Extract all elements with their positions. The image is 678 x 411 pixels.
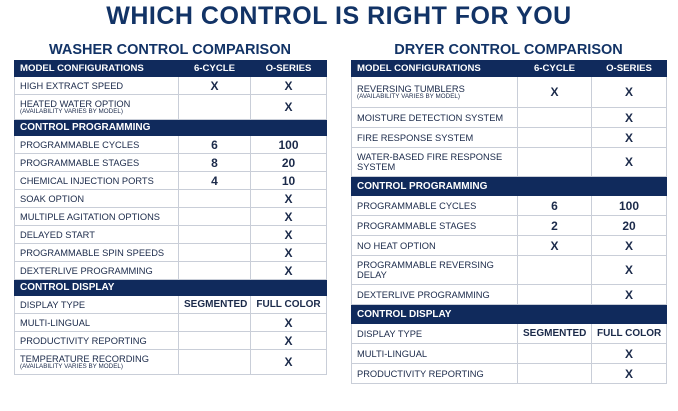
cell-o-series: X <box>592 108 667 128</box>
row-label-line2: DELAY <box>357 270 387 280</box>
cell-o-series: FULL COLOR <box>251 296 327 314</box>
row-label-cell <box>15 350 179 375</box>
table-row <box>15 154 327 172</box>
row-label: MULTIPLE AGITATION OPTIONS <box>15 208 179 226</box>
section-header <box>15 120 327 136</box>
cell-o-series: 10 <box>251 172 327 190</box>
cell-6-cycle <box>179 262 251 280</box>
row-label: HEATED WATER OPTION <box>20 99 131 109</box>
cell-o-series: 100 <box>592 196 667 216</box>
dryer-title: DRYER CONTROL COMPARISON <box>394 42 623 58</box>
table-row <box>15 226 327 244</box>
table-row <box>15 296 327 314</box>
cell-o-series: X <box>251 208 327 226</box>
table-row <box>15 262 327 280</box>
washer-panel <box>14 40 326 375</box>
cell-6-cycle: 6 <box>518 196 592 216</box>
row-label: MULTI-LINGUAL <box>352 344 518 364</box>
cell-6-cycle <box>179 226 251 244</box>
row-label: TEMPERATURE RECORDING <box>20 354 149 364</box>
section-header <box>352 305 667 324</box>
cell-o-series: X <box>592 344 667 364</box>
table-row <box>352 108 667 128</box>
table-row <box>15 95 327 120</box>
table-row <box>352 364 667 384</box>
header-6-cycle: 6-CYCLE <box>179 61 251 77</box>
header-model-configurations: MODEL CONFIGURATIONS <box>352 61 518 77</box>
row-label: PROGRAMMABLE SPIN SPEEDS <box>15 244 179 262</box>
row-sublabel: (AVAILABILITY VARIES BY MODEL) <box>20 363 123 370</box>
cell-6-cycle: SEGMENTED <box>179 296 251 314</box>
row-label: FIRE RESPONSE SYSTEM <box>352 128 518 148</box>
cell-6-cycle <box>518 256 592 285</box>
row-label: PROGRAMMABLE REVERSING <box>357 260 494 270</box>
table-row <box>15 350 327 375</box>
section-header <box>352 177 667 196</box>
dryer-table <box>351 60 667 384</box>
row-label: DEXTERLIVE PROGRAMMING <box>15 262 179 280</box>
table-row <box>352 148 667 177</box>
table-row <box>15 208 327 226</box>
cell-o-series: 20 <box>592 216 667 236</box>
cell-o-series: X <box>592 256 667 285</box>
row-label: PROGRAMMABLE STAGES <box>352 216 518 236</box>
table-row <box>15 77 327 95</box>
dryer-header-row <box>352 61 667 77</box>
table-row <box>352 285 667 305</box>
cell-6-cycle: X <box>518 236 592 256</box>
cell-o-series: X <box>592 236 667 256</box>
row-label: PRODUCTIVITY REPORTING <box>15 332 179 350</box>
row-label: MULTI-LINGUAL <box>15 314 179 332</box>
row-label: HIGH EXTRACT SPEED <box>15 77 179 95</box>
table-row <box>15 244 327 262</box>
cell-6-cycle: X <box>518 77 592 108</box>
row-label: DEXTERLIVE PROGRAMMING <box>352 285 518 305</box>
row-label: CHEMICAL INJECTION PORTS <box>15 172 179 190</box>
cell-6-cycle <box>179 190 251 208</box>
table-row <box>352 77 667 108</box>
cell-o-series: FULL COLOR <box>592 324 667 344</box>
table-row <box>352 196 667 216</box>
cell-6-cycle: SEGMENTED <box>518 324 592 344</box>
row-label: DELAYED START <box>15 226 179 244</box>
row-sublabel: (AVAILABILITY VARIES BY MODEL) <box>20 108 123 115</box>
table-row <box>352 216 667 236</box>
row-label: REVERSING TUMBLERS <box>357 84 465 94</box>
dryer-panel <box>351 40 666 384</box>
row-sublabel: (AVAILABILITY VARIES BY MODEL) <box>357 93 460 100</box>
cell-o-series: X <box>251 332 327 350</box>
table-row <box>352 128 667 148</box>
row-label: PRODUCTIVITY REPORTING <box>352 364 518 384</box>
table-row <box>15 136 327 154</box>
cell-o-series: X <box>592 128 667 148</box>
cell-6-cycle: 2 <box>518 216 592 236</box>
table-row <box>352 256 667 285</box>
cell-6-cycle <box>518 108 592 128</box>
washer-title: WASHER CONTROL COMPARISON <box>49 42 291 58</box>
cell-6-cycle: 4 <box>179 172 251 190</box>
table-row <box>352 324 667 344</box>
table-row <box>15 332 327 350</box>
cell-o-series: 20 <box>251 154 327 172</box>
cell-6-cycle: 8 <box>179 154 251 172</box>
section-title-programming: CONTROL PROGRAMMING <box>15 120 327 136</box>
cell-o-series: X <box>592 77 667 108</box>
cell-6-cycle <box>179 244 251 262</box>
cell-6-cycle <box>179 332 251 350</box>
cell-o-series: X <box>251 262 327 280</box>
row-label-cell <box>352 77 518 108</box>
row-label: MOISTURE DETECTION SYSTEM <box>352 108 518 128</box>
table-row <box>15 314 327 332</box>
cell-o-series: X <box>251 190 327 208</box>
row-label: DISPLAY TYPE <box>15 296 179 314</box>
cell-6-cycle <box>179 314 251 332</box>
row-label: SOAK OPTION <box>15 190 179 208</box>
cell-6-cycle <box>518 148 592 177</box>
cell-o-series: X <box>251 77 327 95</box>
table-row <box>15 172 327 190</box>
cell-6-cycle <box>179 208 251 226</box>
table-row <box>352 236 667 256</box>
cell-o-series: X <box>251 226 327 244</box>
cell-o-series: X <box>251 350 327 375</box>
page-title: WHICH CONTROL IS RIGHT FOR YOU <box>106 2 572 30</box>
cell-o-series: X <box>251 95 327 120</box>
cell-o-series: X <box>251 314 327 332</box>
table-row <box>15 190 327 208</box>
cell-6-cycle: 6 <box>179 136 251 154</box>
washer-table <box>14 60 327 375</box>
header-6-cycle: 6-CYCLE <box>518 61 592 77</box>
section-header <box>15 280 327 296</box>
row-label-cell <box>15 95 179 120</box>
header-model-configurations: MODEL CONFIGURATIONS <box>15 61 179 77</box>
row-label-cell <box>352 256 518 285</box>
cell-o-series: 100 <box>251 136 327 154</box>
cell-o-series: X <box>592 148 667 177</box>
row-label: NO HEAT OPTION <box>352 236 518 256</box>
row-label-cell <box>352 148 518 177</box>
cell-6-cycle <box>518 364 592 384</box>
row-label: PROGRAMMABLE STAGES <box>15 154 179 172</box>
cell-6-cycle: X <box>179 77 251 95</box>
row-label: PROGRAMMABLE CYCLES <box>352 196 518 216</box>
cell-6-cycle <box>179 350 251 375</box>
header-o-series: O-SERIES <box>251 61 327 77</box>
cell-6-cycle <box>518 285 592 305</box>
row-label: PROGRAMMABLE CYCLES <box>15 136 179 154</box>
cell-6-cycle <box>518 344 592 364</box>
section-title-display: CONTROL DISPLAY <box>15 280 327 296</box>
washer-header-row <box>15 61 327 77</box>
row-label-line2: SYSTEM <box>357 162 396 172</box>
header-o-series: O-SERIES <box>592 61 667 77</box>
section-title-programming: CONTROL PROGRAMMING <box>352 177 667 196</box>
row-label: DISPLAY TYPE <box>352 324 518 344</box>
cell-6-cycle <box>179 95 251 120</box>
table-row <box>352 344 667 364</box>
cell-6-cycle <box>518 128 592 148</box>
section-title-display: CONTROL DISPLAY <box>352 305 667 324</box>
cell-o-series: X <box>592 364 667 384</box>
row-label: WATER-BASED FIRE RESPONSE <box>357 152 503 162</box>
cell-o-series: X <box>592 285 667 305</box>
cell-o-series: X <box>251 244 327 262</box>
